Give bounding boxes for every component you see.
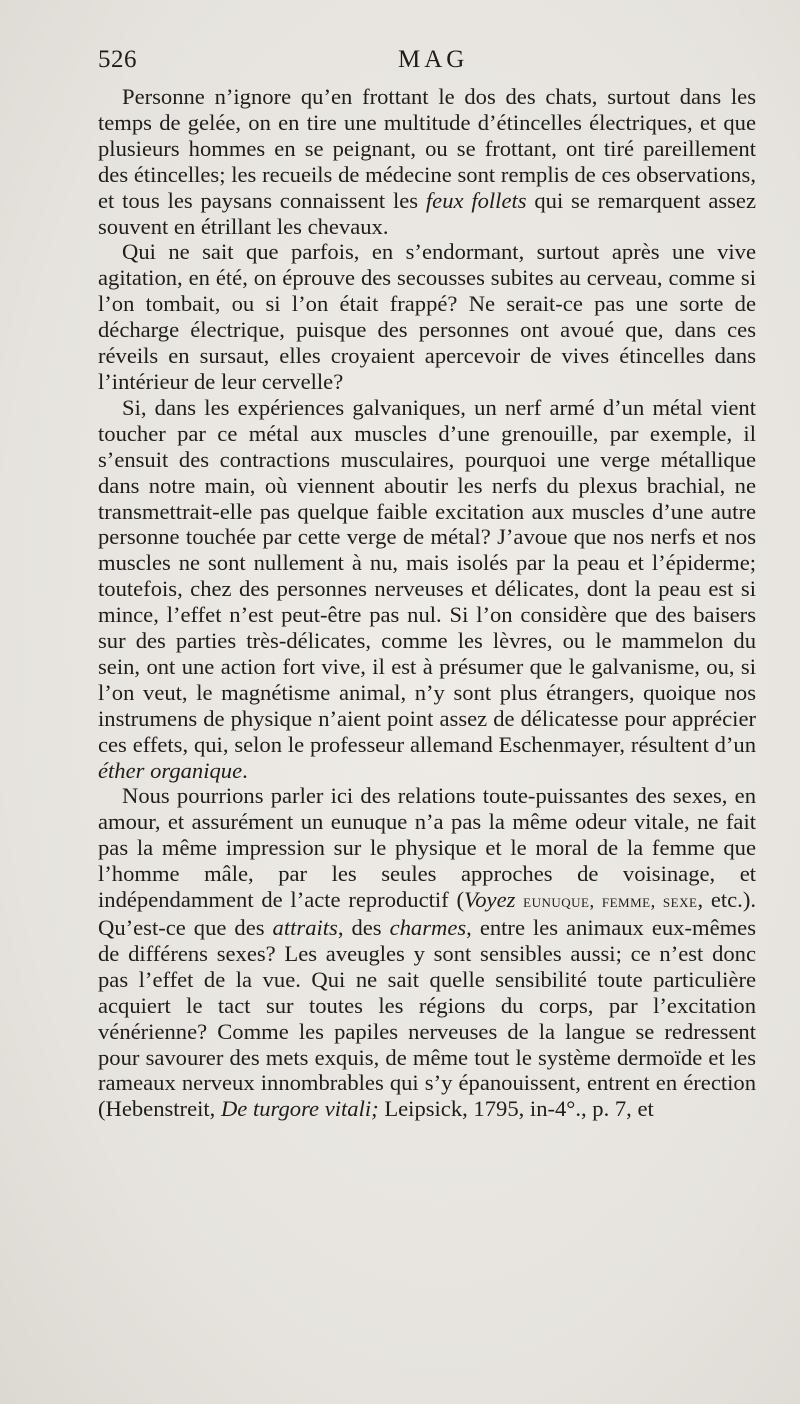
text-span: , etc.). Qu’est-ce que des bbox=[98, 887, 756, 940]
paragraph-1 bbox=[98, 84, 756, 239]
page-header bbox=[98, 46, 756, 82]
text-span: qui se remarquent assez souvent en étrillant les chevaux. bbox=[98, 187, 756, 239]
italic-term: charmes bbox=[389, 915, 467, 940]
italic-term: Voyez bbox=[463, 887, 516, 913]
text-span: , des bbox=[337, 915, 390, 940]
text-span: . bbox=[242, 757, 248, 783]
cross-references: eunuque, femme, sexe bbox=[523, 891, 698, 913]
italic-term: attraits bbox=[272, 915, 338, 940]
text-span: Personne n’ignore qu’en frottant le dos des chats, surtout dans les temps de gelée, on en tire une multitude d’étincelles électriques, et que plusieurs hommes en se peignant, ou se frottant, ont tiré pareillement des étincelles; les recueils de médecine sont remplis de ces observations, et tous les paysans connaissent les bbox=[98, 84, 756, 213]
text-span: Leipsick, 1795, in-4°., p. 7, et bbox=[378, 1096, 654, 1122]
paragraph-4 bbox=[98, 783, 756, 1122]
paragraph-2: Qui ne sait que parfois, en s’endormant, surtout après une vive agitation, en été, on éprouve des secousses subites au cerveau, comme si l’on tombait, ou si l’on était frappé? Ne serait-ce pas une sorte de décharge électrique, puisque des personnes ont avoué que, dans ces réveils en sursaut, elles croyaient apercevoir de vives étincelles dans l’intérieur de leur cervelle? bbox=[98, 239, 756, 394]
paragraph-3 bbox=[98, 395, 756, 784]
body-text bbox=[98, 84, 756, 1122]
text-span: Nous pourrions parler ici des relations toute-puissantes des sexes, en amour, et assurément un eunuque n’a pas la même odeur vitale, ne fait pas la même impression sur le physique et le moral de la femme que l’homme mâle, par les seules approches de voisinage, et indépendamment de l’acte reproductif ( bbox=[98, 783, 756, 913]
italic-term: feux follets bbox=[425, 187, 527, 213]
page-number: 526 bbox=[98, 46, 137, 73]
running-head: MAG bbox=[398, 46, 469, 73]
text-span: Si, dans les expériences galvaniques, un nerf armé d’un métal vient toucher par ce métal aux muscles d’une grenouille, par exemple, il s’ensuit des contractions musculaires, pourquoi une verge métallique dans notre main, où viennent aboutir les nerfs du plexus brachial, ne transmettrait-elle pas quelque faible excitation aux muscles d’une autre personne touchée par cette verge de métal? J’avoue que nos nerfs et nos muscles ne sont nullement à nu, mais isolés par la peau et l’épiderme; toutefois, chez des personnes nerveuses et délicates, dont la peau est si mince, l’effet n’est peut-être pas nul. Si l’on considère que des baisers sur des parties très-délicates, comme les lèvres, ou le mammelon du sein, ont une action fort vive, il est à présumer que le galvanisme, ou, si l’on veut, le magnétisme animal, n’y sont plus étrangers, quoique nos instrumens de physique n’aient point assez de délicatesse pour apprécier ces effets, qui, selon le professeur allemand Eschenmayer, résultent d’un bbox=[98, 394, 756, 757]
italic-term: éther organique bbox=[98, 757, 243, 783]
italic-citation: De turgore vitali; bbox=[220, 1096, 379, 1122]
text-span: , entre les animaux eux-mêmes de différens sexes? Les aveugles y sont sensibles aussi; ce n’est donc pas l’effet de la vue. Qui ne sait quelle sensibilité toute particulière acquiert le tact sur toutes les régions du corps, par l’excitation vénérienne? Comme les papiles nerveuses de la langue se redressent pour savourer des mets exquis, de même tout le système dermoïde et les rameaux nerveux innombrables qui s’y épanouissent, entrent en érection (Hebenstreit, bbox=[98, 915, 756, 1122]
